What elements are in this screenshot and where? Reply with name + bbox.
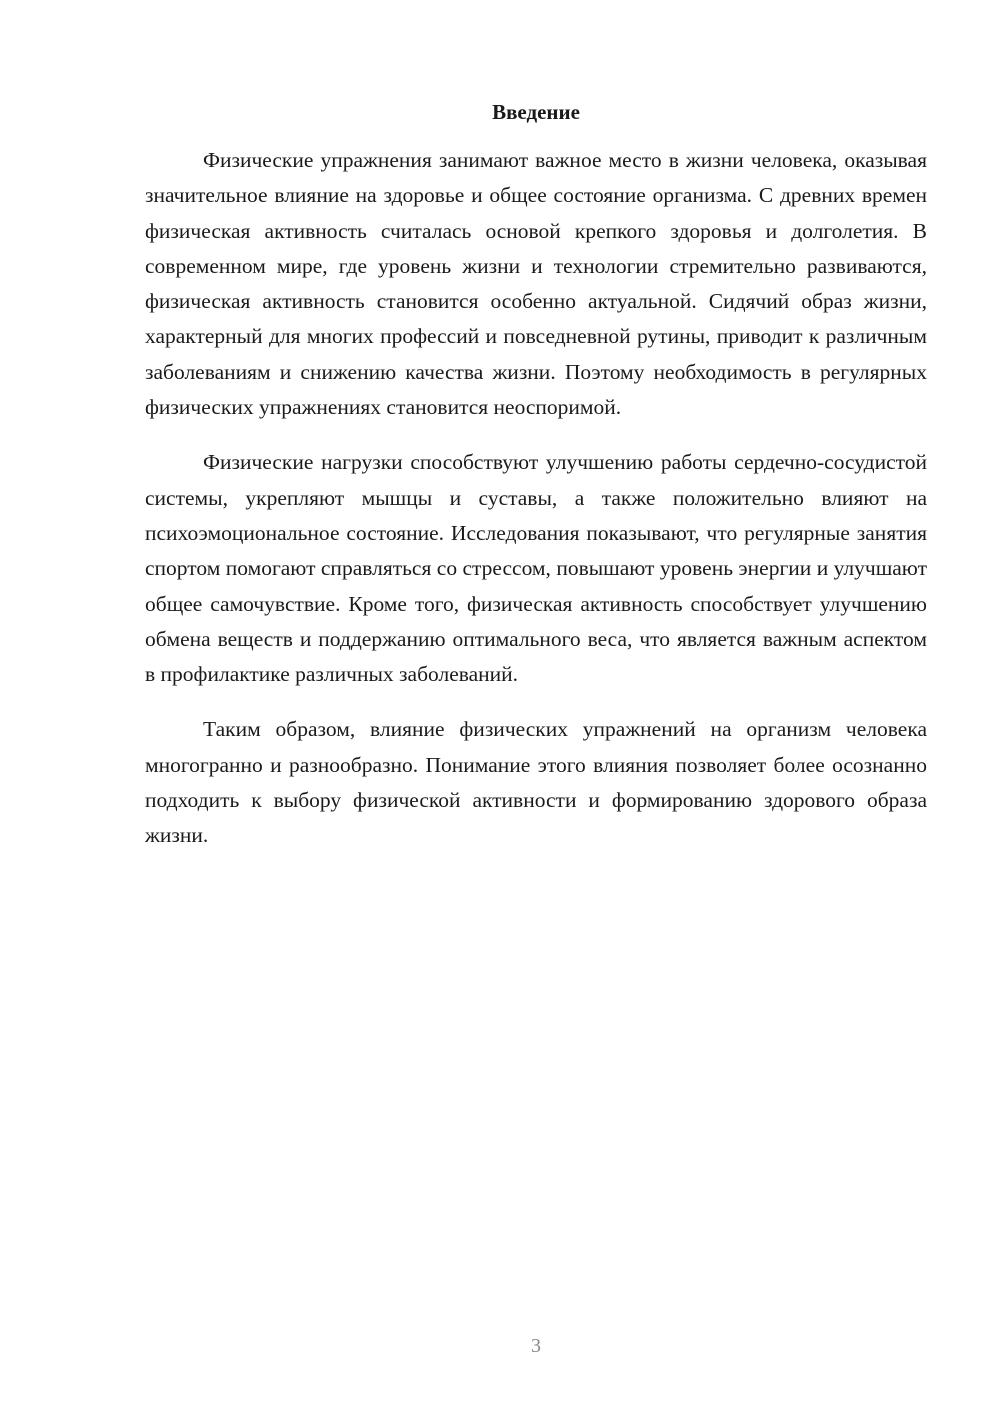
page-title: Введение xyxy=(492,100,580,124)
paragraph-3: Таким образом, влияние физических упражнений на организм человека многогранно и разнообразно. Понимание этого влияния позволяет более осознанно подходить к выбору физической активности и формированию здорового образа жизни. xyxy=(145,717,927,848)
page-number: 3 xyxy=(531,1335,541,1357)
body-text xyxy=(145,143,927,874)
paragraph-2: Физические нагрузки способствуют улучшению работы сердечно-сосудистой системы, укрепляют мышцы и суставы, а также положительно влияют на психоэмоциональное состояние. Исследования показывают, что регулярные занятия спортом помогают справляться со стрессом, повышают уровень энергии и улучшают общее самочувствие. Кроме того, физическая активность способствует улучшению обмена веществ и поддержанию оптимального веса, что является важным аспектом в профилактике различных заболеваний. xyxy=(145,450,927,687)
paragraph-1: Физические упражнения занимают важное место в жизни человека, оказывая значительное влияние на здоровье и общее состояние организма. С древних времен физическая активность считалась основой крепкого здоровья и долголетия. В современном мире, где уровень жизни и технологии стремительно развиваются, физическая активность становится особенно актуальной. Сидячий образ жизни, характерный для многих профессий и повседневной рутины, приводит к различным заболеваниям и снижению качества жизни. Поэтому необходимость в регулярных физических упражнениях становится неоспоримой. xyxy=(145,148,927,420)
